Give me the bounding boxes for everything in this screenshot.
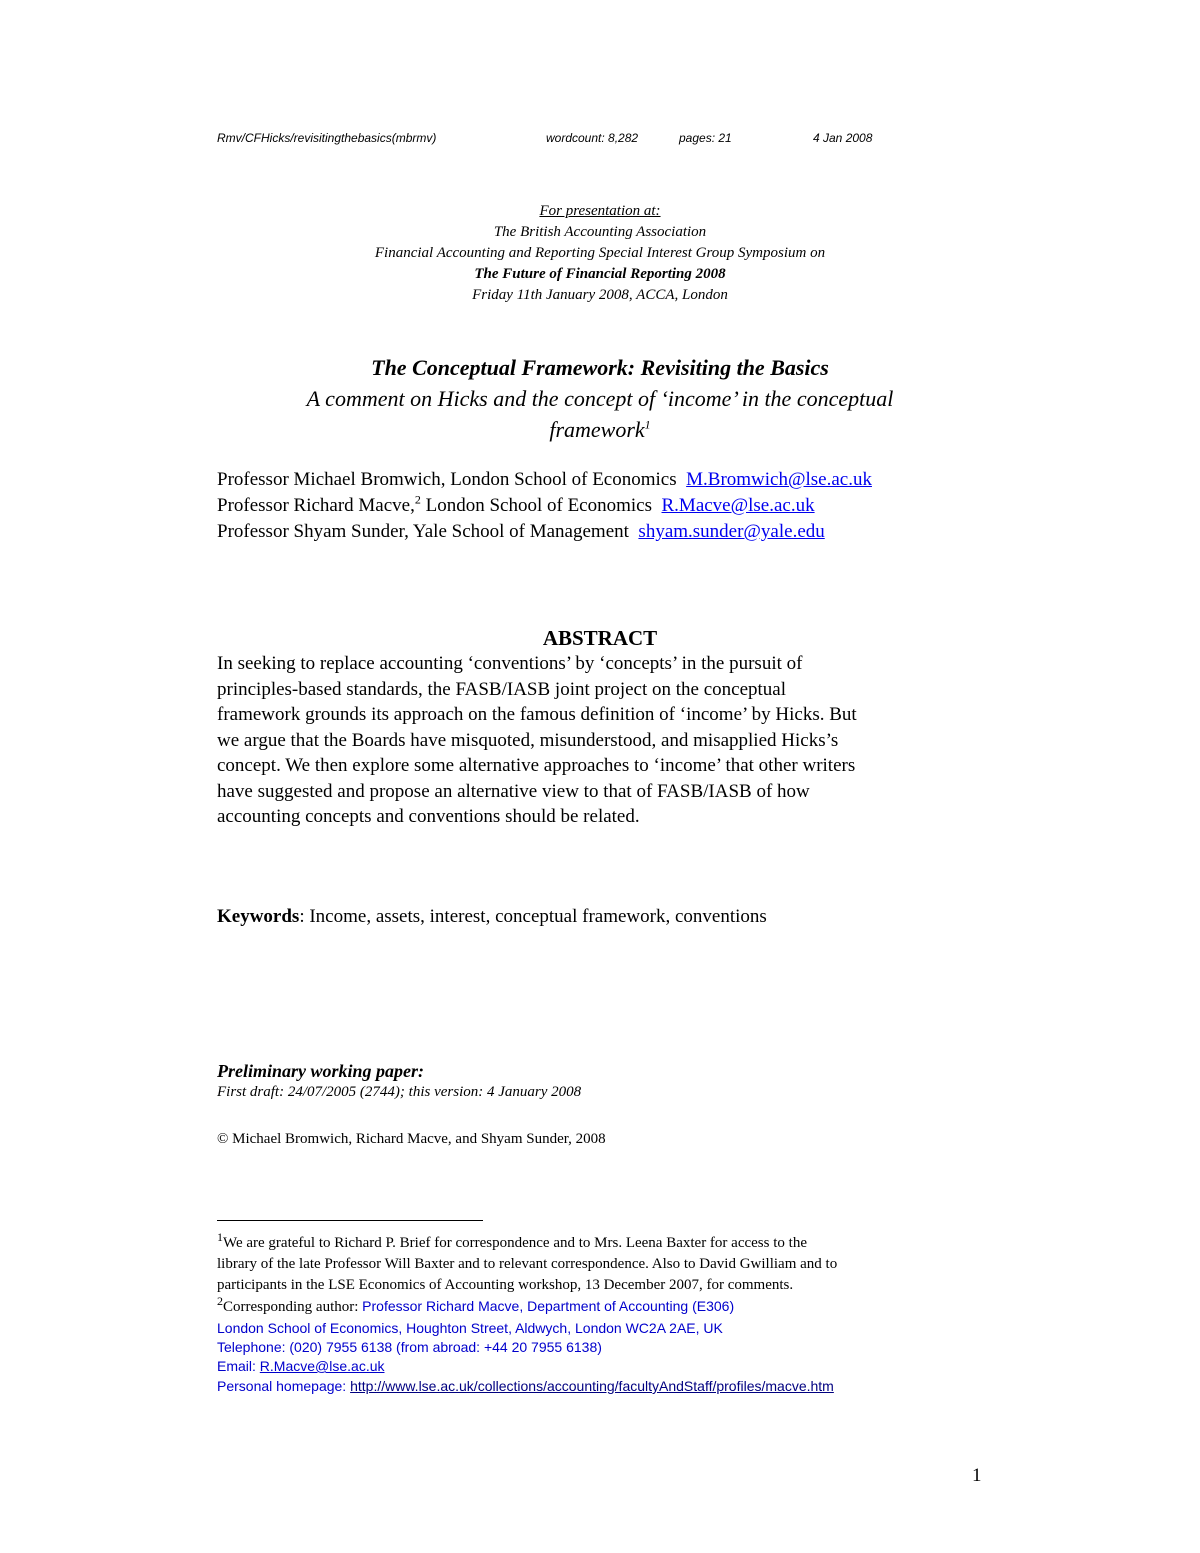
header-date: 4 Jan 2008: [813, 131, 873, 145]
author-bromwich: [217, 469, 872, 491]
footnote-2-homepage-link[interactable]: http://www.lse.ac.uk/collections/accounting/facultyAndStaff/profiles/macve.htm: [350, 1378, 834, 1394]
keywords-label: Keywords: [217, 906, 300, 927]
footnote-1-line-3: participants in the LSE Economics of Accounting workshop, 13 December 2007, for comments.: [217, 1277, 794, 1293]
footnote-ref-1[interactable]: 1: [644, 417, 651, 432]
author-macve-text-a: Professor Richard Macve,: [217, 495, 415, 516]
footnote-ref-2[interactable]: 2: [414, 492, 421, 507]
footnote-2-mark: 2: [217, 1294, 223, 1308]
author-macve-email[interactable]: R.Macve@lse.ac.uk: [661, 495, 815, 516]
abstract-line: we argue that the Boards have misquoted, misunderstood, and misapplied Hicks’s: [217, 729, 839, 751]
footnote-2-address: London School of Economics, Houghton Street, Aldwych, London WC2A 2AE, UK: [217, 1320, 723, 1336]
presentation-line-2: The British Accounting Association: [493, 224, 707, 240]
footnote-2-homepage-line: [217, 1378, 834, 1394]
header-pages: pages: 21: [679, 131, 732, 145]
abstract-body: [217, 651, 987, 830]
author-macve: [217, 492, 815, 517]
footnote-2-telephone: Telephone: (020) 7955 6138 (from abroad: +44 20 7955 6138): [217, 1339, 602, 1355]
presentation-line-5: Friday 11th January 2008, ACCA, London: [472, 287, 728, 303]
page-number: 1: [972, 1465, 982, 1486]
footnote-2-email-label: Email:: [217, 1358, 260, 1374]
keywords-text: : Income, assets, interest, conceptual framework, conventions: [299, 906, 767, 927]
working-paper-heading: Preliminary working paper:: [217, 1061, 425, 1081]
subtitle-text: framework: [549, 417, 645, 442]
author-sunder-text: Professor Shyam Sunder, Yale School of Management: [217, 521, 629, 542]
abstract-line: framework grounds its approach on the famous definition of ‘income’ by Hicks. But: [217, 704, 857, 725]
abstract-heading: ABSTRACT: [542, 626, 658, 650]
footnote-2-line-1: [217, 1294, 735, 1316]
keywords: [217, 906, 767, 928]
copyright-notice: © Michael Bromwich, Richard Macve, and Shyam Sunder, 2008: [217, 1131, 606, 1147]
abstract-line: In seeking to replace accounting ‘conventions’ by ‘concepts’ in the pursuit of: [217, 653, 803, 674]
author-bromwich-email[interactable]: M.Bromwich@lse.ac.uk: [686, 469, 872, 490]
footnote-2-label: Corresponding author:: [223, 1299, 363, 1315]
working-paper-draft: First draft: 24/07/2005 (2744); this version: 4 January 2008: [217, 1084, 582, 1100]
footnote-divider: [217, 1220, 483, 1221]
header-path: Rmv/CFHicks/revisitingthebasics(mbrmv): [217, 131, 437, 145]
author-macve-text-b: London School of Economics: [420, 495, 652, 516]
footnote-2-email-link[interactable]: R.Macve@lse.ac.uk: [259, 1358, 385, 1374]
abstract-line: concept. We then explore some alternative approaches to ‘income’ that other writers: [217, 755, 856, 776]
paper-subtitle-line-2: [0, 417, 1200, 443]
author-sunder-email[interactable]: shyam.sunder@yale.edu: [638, 521, 825, 542]
paper-title: The Conceptual Framework: Revisiting the Basics: [371, 355, 829, 380]
presentation-line-1: For presentation at:: [539, 203, 661, 219]
presentation-line-4: The Future of Financial Reporting 2008: [474, 266, 726, 282]
abstract-line: accounting concepts and conventions should be related.: [217, 806, 640, 827]
footnote-1-text: We are grateful to Richard P. Brief for correspondence and to Mrs. Leena Baxter for access to the: [223, 1235, 807, 1251]
footnote-1-line-2: library of the late Professor Will Baxter and to relevant correspondence. Also to David Gwilliam and to: [217, 1256, 838, 1272]
abstract-line: have suggested and propose an alternative view to that of FASB/IASB of how: [217, 780, 810, 802]
presentation-line-3: Financial Accounting and Reporting Special Interest Group Symposium on: [374, 245, 826, 261]
footnote-2-text: Professor Richard Macve, Department of Accounting (E306): [362, 1298, 735, 1314]
paper-subtitle-line-1: A comment on Hicks and the concept of ‘income’ in the conceptual: [306, 386, 894, 411]
abstract-line: principles-based standards, the FASB/IASB joint project on the conceptual: [217, 678, 787, 700]
footnote-1-mark: 1: [217, 1230, 223, 1244]
footnote-2-email-line: [217, 1358, 385, 1374]
author-sunder: [217, 521, 825, 543]
header-wordcount: wordcount: 8,282: [546, 131, 639, 145]
footnote-1-line-1: [217, 1230, 807, 1252]
footnote-2-homepage-label: Personal homepage:: [217, 1378, 351, 1394]
author-bromwich-text: Professor Michael Bromwich, London School of Economics: [217, 469, 677, 490]
